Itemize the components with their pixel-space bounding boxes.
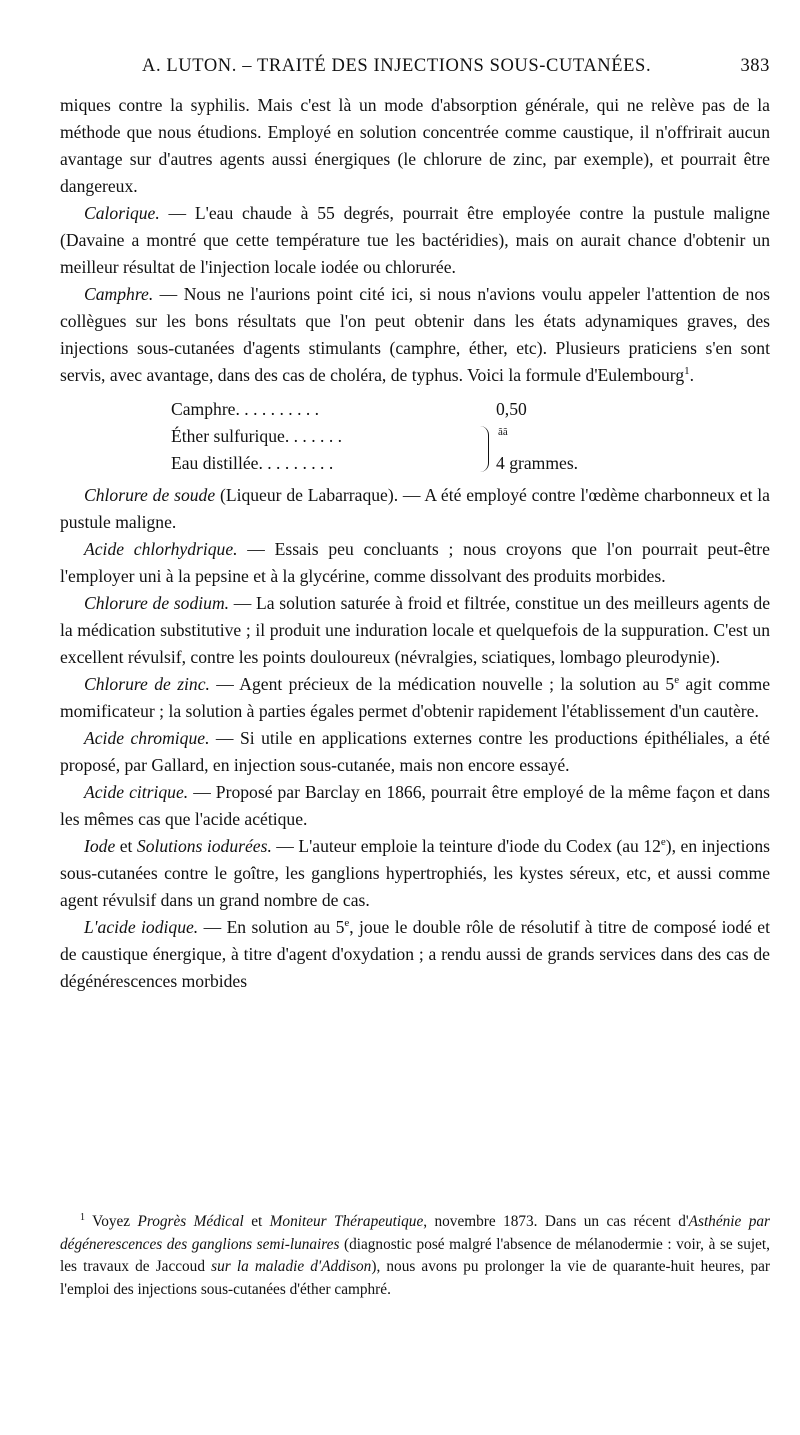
formula-ingredient: Éther sulfurique. . . . . . . bbox=[171, 426, 343, 446]
entry-heading: Acide chromique. bbox=[84, 728, 210, 748]
formula-ingredient: Camphre. . . . . . . . . . bbox=[171, 399, 320, 419]
formula-aa-mark: ãã bbox=[498, 426, 508, 438]
entry-heading: Solutions iodurées. bbox=[136, 836, 272, 856]
entry-heading: Acide citrique. bbox=[84, 782, 189, 802]
paragraph-mercure-continued: miques contre la syphilis. Mais c'est là un mode d'absorption générale, qui ne relève pas de la méthode que nous étudions. Employé en solution concentrée comme caustique, il n'offrirait aucun avantage sur d'autres agents aussi énergiques (le chlorure de zinc, par exemple), et pourrait être dangereux. bbox=[60, 95, 770, 196]
entry-heading: Chlorure de soude bbox=[84, 485, 216, 505]
entry-heading: Calorique. bbox=[84, 203, 160, 223]
formula-brace bbox=[480, 426, 489, 472]
entry-heading: Iode bbox=[84, 836, 116, 856]
page-number: 383 bbox=[740, 56, 770, 76]
entry-heading: Acide chlorhydrique. bbox=[84, 539, 238, 559]
paragraph-acide-citrique: Acide citrique. — Proposé par Barclay en 1866, pourrait être employé de la même façon et dans les mêmes cas que l'acide acétique. bbox=[60, 782, 770, 829]
entry-heading: Chlorure de sodium. bbox=[84, 593, 230, 613]
formula-ingredient: Eau distillée. . . . . . . . . bbox=[171, 453, 334, 473]
footnote-mark: 1 bbox=[80, 1211, 85, 1223]
paragraph-calorique: Calorique. — L'eau chaude à 55 degrés, pourrait être employée contre la pustule maligne (Davaine a montré que cette température tue les bactéridies), mais on aurait chance d'obtenir un meilleur résultat de l'injection locale iodée ou chlorurée. bbox=[60, 203, 770, 277]
formula-amount: 4 grammes. bbox=[496, 453, 579, 473]
eulembourg-formula bbox=[60, 396, 770, 476]
footnotes bbox=[60, 1211, 770, 1301]
formula-amount: 0,50 bbox=[496, 399, 527, 419]
entry-heading: Chlorure de zinc. bbox=[84, 674, 210, 694]
paragraph-iode: Iode et Solutions iodurées. — L'auteur emploie la teinture d'iode du Codex (au 12e), en injections sous-cutanées contre le goître, les ganglions hypertrophiés, les kystes séreux, etc, et aussi comme agent révulsif dans un grand nombre de cas. bbox=[60, 836, 770, 910]
entry-heading: Camphre. bbox=[84, 284, 154, 304]
paragraph-acide-chromique: Acide chromique. — Si utile en applications externes contre les productions épithéliales, a été proposé, par Gallard, en injection sous-cutanée, mais non encore essayé. bbox=[60, 728, 770, 775]
paragraph-chlorure-de-zinc: Chlorure de zinc. — Agent précieux de la médication nouvelle ; la solution au 5e agit comme momificateur ; la solution à parties égales permet d'obtenir rapidement l'établissement d'un cautère. bbox=[60, 674, 771, 721]
entry-heading: L'acide iodique. bbox=[84, 917, 199, 937]
paragraph-chlorure-de-sodium: Chlorure de sodium. — La solution saturée à froid et filtrée, constitue un des meilleurs agents de la médication substitutive ; il produit une induration locale et quelquefois de la suppuration. C'est un excellent révulsif, contre les points douloureux (névralgies, sciatiques, lombago pleurodynie). bbox=[60, 593, 771, 667]
footnote-reference: 1 bbox=[684, 365, 690, 378]
running-header bbox=[60, 56, 770, 86]
running-title: A. LUTON. – TRAITÉ DES INJECTIONS SOUS-CUTANÉES. bbox=[142, 56, 652, 76]
paragraph-acide-chlorhydrique: Acide chlorhydrique. — Essais peu concluants ; nous croyons que l'on pourrait peut-être l'employer uni à la pepsine et à la glycérine, comme dissolvant des produits morbides. bbox=[60, 539, 770, 586]
paragraph-acide-iodique: L'acide iodique. — En solution au 5e, joue le double rôle de résolutif à titre de composé iodé et de caustique énergique, à titre d'agent d'oxydation ; a rendu aussi de grands services dans des cas de dégénérescences morbides bbox=[60, 917, 771, 991]
paragraph-camphre: Camphre. — Nous ne l'aurions point cité ici, si nous n'avions voulu appeler l'attention de nos collègues sur les bons résultats que l'on peut obtenir dans les états adynamiques graves, des injections sous-cutanées d'agents stimulants (camphre, éther, etc). Plusieurs praticiens s'en sont servis, avec avantage, dans des cas de choléra, de typhus. Voici la formule d'Eulembourg$^1$. bbox=[60, 284, 770, 385]
footnote-1: $^1$ Voyez Progrès Médical et Moniteur Thérapeutique, novembre 1873. Dans un cas récent d'Asthénie par dégénerescences des ganglions semi-lunaires (diagnostic posé malgré l'absence de mélanodermie : voir, à se sujet, les travaux de Jaccoud sur la maladie d'Addison), nous avons pu prolonger la vie de quarante-huit heures, par l'emploi des injections sous-cutanées d'éther camphré. bbox=[60, 1211, 770, 1298]
main-text bbox=[60, 92, 770, 995]
paragraph-chlorure-de-soude: Chlorure de soude (Liqueur de Labarraque). — A été employé contre l'œdème charbonneux et la pustule maligne. bbox=[60, 485, 770, 532]
